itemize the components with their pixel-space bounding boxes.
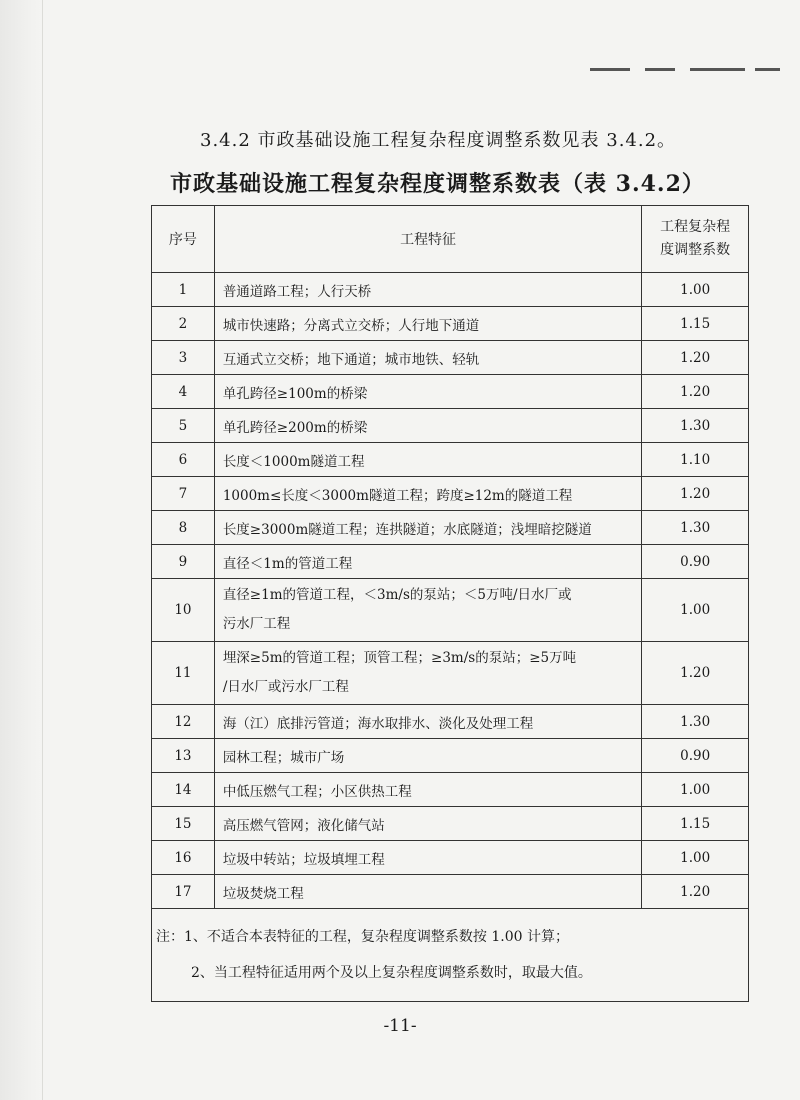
table-row [152,642,749,705]
table-notes [152,909,749,1002]
table-row [152,307,749,341]
row-coef: 1.15 [642,807,749,841]
row-no: 13 [152,739,215,773]
row-feature: 园林工程；城市广场 [214,739,642,773]
table-row [152,841,749,875]
table-row [152,477,749,511]
row-no: 2 [152,307,215,341]
row-no: 17 [152,875,215,909]
row-no: 7 [152,477,215,511]
row-no: 12 [152,705,215,739]
row-no: 8 [152,511,215,545]
row-feature [214,642,642,705]
row-feature: 垃圾焚烧工程 [214,875,642,909]
table-row [152,739,749,773]
row-feature: 单孔跨径≥100m的桥梁 [214,375,642,409]
header-coef [642,206,749,273]
row-coef: 1.30 [642,409,749,443]
row-coef: 1.30 [642,511,749,545]
table-row [152,773,749,807]
page-binding-edge [0,0,43,1100]
row-feature: 单孔跨径≥200m的桥梁 [214,409,642,443]
row-coef: 1.30 [642,705,749,739]
row-coef: 1.00 [642,579,749,642]
row-no: 15 [152,807,215,841]
row-no: 1 [152,273,215,307]
row-feature: 直径＜1m的管道工程 [214,545,642,579]
table-row [152,409,749,443]
header-no: 序号 [152,206,215,273]
row-no: 6 [152,443,215,477]
header-coef-line2: 度调整系数 [660,242,731,258]
scan-marks [590,62,790,78]
row-feature: 城市快速路；分离式立交桥；人行地下通道 [214,307,642,341]
row-feature: 海（江）底排污管道；海水取排水、淡化及处理工程 [214,705,642,739]
header-feature: 工程特征 [214,206,642,273]
row-feature-line1: 直径≥1m的管道工程，＜3m/s的泵站；＜5万吨/日水厂或 [222,587,572,603]
table-row [152,511,749,545]
row-no: 11 [152,642,215,705]
row-feature: 长度＜1000m隧道工程 [214,443,642,477]
row-coef: 1.10 [642,443,749,477]
row-feature: 高压燃气管网；液化储气站 [214,807,642,841]
note-line-1: 注：1、不适合本表特征的工程，复杂程度调整系数按 1.00 计算； [156,929,569,945]
row-no: 10 [152,579,215,642]
table-header-row [152,206,749,273]
row-feature: 互通式立交桥；地下通道；城市地铁、轻轨 [214,341,642,375]
row-feature: 中低压燃气工程；小区供热工程 [214,773,642,807]
table-row [152,273,749,307]
row-coef: 1.20 [642,642,749,705]
table-row [152,375,749,409]
row-coef: 1.00 [642,773,749,807]
header-coef-line1: 工程复杂程 [660,219,731,235]
row-no: 4 [152,375,215,409]
page-number: -11- [383,1016,417,1036]
table-row [152,443,749,477]
row-feature: 1000m≤长度＜3000m隧道工程；跨度≥12m的隧道工程 [214,477,642,511]
table-row [152,545,749,579]
table-title: 市政基础设施工程复杂程度调整系数表（表 3.4.2） [170,171,705,197]
row-no: 9 [152,545,215,579]
row-coef: 1.20 [642,341,749,375]
table-row [152,579,749,642]
row-coef: 1.20 [642,375,749,409]
row-coef: 1.00 [642,841,749,875]
table-row [152,807,749,841]
row-coef: 0.90 [642,545,749,579]
row-no: 5 [152,409,215,443]
note-line-2: 2、当工程特征适用两个及以上复杂程度调整系数时，取最大值。 [191,965,592,981]
row-feature: 垃圾中转站；垃圾填埋工程 [214,841,642,875]
row-coef: 1.00 [642,273,749,307]
row-coef: 1.20 [642,477,749,511]
row-feature [214,579,642,642]
table-row [152,875,749,909]
table-notes-row [152,909,749,1002]
row-feature-line1: 埋深≥5m的管道工程；顶管工程；≥3m/s的泵站；≥5万吨 [222,650,577,666]
coefficient-table [151,205,749,1002]
row-feature: 长度≥3000m隧道工程；连拱隧道；水底隧道；浅埋暗挖隧道 [214,511,642,545]
row-feature-line2: /日水厂或污水厂工程 [222,679,349,695]
table-row [152,705,749,739]
row-no: 3 [152,341,215,375]
row-coef: 1.15 [642,307,749,341]
row-no: 16 [152,841,215,875]
row-feature-line2: 污水厂工程 [222,616,291,632]
row-no: 14 [152,773,215,807]
row-feature: 普通道路工程；人行天桥 [214,273,642,307]
intro-text: 3.4.2 市政基础设施工程复杂程度调整系数见表 3.4.2。 [200,130,677,151]
row-coef: 1.20 [642,875,749,909]
table-row [152,341,749,375]
row-coef: 0.90 [642,739,749,773]
